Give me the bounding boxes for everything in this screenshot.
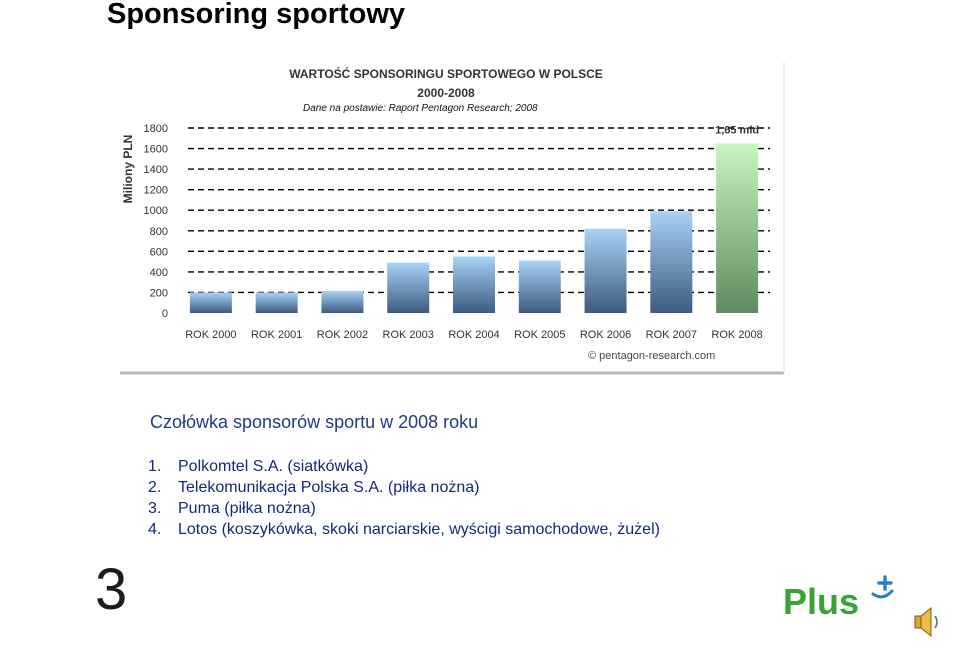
- y-tick-label: 200: [149, 287, 168, 300]
- sponsor-item-number: 3.: [148, 500, 162, 517]
- y-tick-label: 0: [161, 308, 168, 320]
- plus-logo: [780, 574, 900, 624]
- page-number: 3: [95, 557, 128, 622]
- slide-title: Sponsoring sportowy: [107, 0, 406, 30]
- y-tick-label: 1400: [143, 164, 168, 177]
- x-tick-label: ROK 2006: [579, 329, 632, 341]
- x-tick-label: ROK 2008: [711, 329, 763, 341]
- bar-rok-2002: [321, 291, 363, 313]
- sponsor-item-number: 2.: [148, 479, 162, 496]
- sponsors-heading: Czołówka sponsorów sportu w 2008 roku: [150, 412, 479, 432]
- sponsor-item-text: Puma (piłka nożna): [178, 500, 316, 517]
- y-tick-label: 800: [149, 225, 168, 238]
- chart-copyright: © pentagon-research.com: [588, 350, 716, 362]
- bar-rok-2003: [387, 263, 429, 313]
- sponsors-list: [148, 456, 660, 540]
- bar-rok-2007: [650, 211, 692, 313]
- sponsor-item-4: [148, 519, 660, 540]
- chart-subtitle: 2000-2008: [417, 86, 475, 100]
- sponsor-item-number: 4.: [148, 521, 162, 538]
- x-tick-label: ROK 2002: [316, 329, 369, 341]
- bar-rok-2004: [453, 256, 495, 313]
- bar-rok-2001: [256, 292, 298, 313]
- plus-logo-swoosh-icon: [873, 591, 892, 597]
- sponsor-item-text: Lotos (koszykówka, skoki narciarskie, wyścigi samochodowe, żużel): [178, 521, 660, 538]
- y-tick-label: 1200: [143, 184, 168, 197]
- bar-rok-2005: [519, 261, 561, 313]
- bar-data-label: 1,65 mld: [715, 124, 760, 137]
- bar-rok-2008: [716, 143, 758, 313]
- sponsor-item-number: 1.: [148, 458, 162, 475]
- x-tick-label: ROK 2003: [382, 329, 434, 341]
- y-tick-label: 400: [149, 266, 168, 279]
- y-tick-label: 1600: [143, 143, 168, 156]
- x-tick-label: ROK 2004: [448, 329, 500, 341]
- plus-logo-accent-icon: [879, 577, 891, 589]
- sponsor-item-text: Telekomunikacja Polska S.A. (piłka nożna): [178, 479, 480, 496]
- x-tick-label: ROK 2000: [185, 329, 237, 341]
- bar-rok-2006: [585, 229, 627, 313]
- chart-source-note: Dane na postawie: Raport Pentagon Research; 2008: [303, 103, 538, 114]
- sponsor-item-2: [148, 477, 660, 498]
- y-axis-label: Miliony PLN: [121, 134, 135, 204]
- x-tick-label: ROK 2001: [250, 329, 303, 341]
- y-tick-label: 1800: [143, 123, 168, 135]
- x-tick-label: ROK 2005: [514, 329, 566, 341]
- chart-title: WARTOŚĆ SPONSORINGU SPORTOWEGO W POLSCE: [289, 67, 603, 81]
- speaker-icon[interactable]: [912, 605, 942, 639]
- y-tick-label: 600: [149, 246, 168, 259]
- sponsor-item-3: [148, 498, 660, 519]
- sponsor-item-text: Polkomtel S.A. (siatkówka): [178, 458, 369, 475]
- bar-rok-2000: [190, 292, 232, 313]
- y-tick-label: 1000: [143, 205, 168, 218]
- sponsor-item-1: [148, 456, 660, 477]
- x-tick-label: ROK 2007: [645, 329, 698, 341]
- plus-logo-text: Plus: [783, 581, 860, 622]
